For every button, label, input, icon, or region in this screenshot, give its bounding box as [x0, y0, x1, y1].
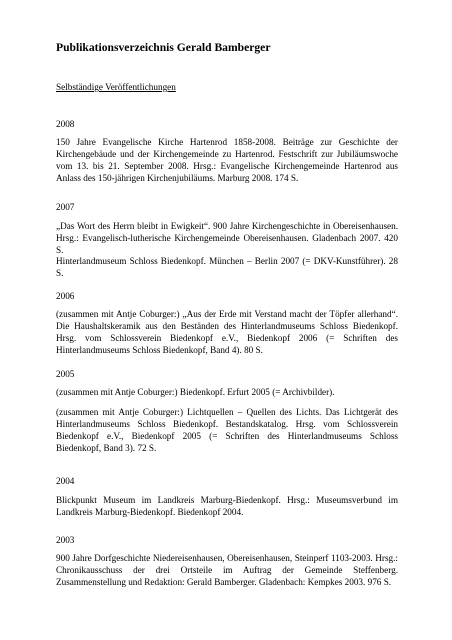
year-heading: 2008 [56, 119, 75, 129]
year-heading: 2004 [56, 476, 75, 486]
publication-entry: (zusammen mit Antje Coburger:) Biedenkopf. Erfurt 2005 (= Archivbilder). [56, 387, 335, 397]
publication-entry: Hinterlandmuseum Schloss Biedenkopf. München – Berlin 2007 (= DKV-Kunstführer). 28 S. [56, 256, 398, 278]
publication-entry: Blickpunkt Museum im Landkreis Marburg-Biedenkopf. Hrsg.: Museumsverbund im Landkreis Marburg-Biedenkopf. Biedenkopf 2004. [56, 495, 398, 517]
publication-entry: (zusammen mit Antje Coburger:) Lichtquellen – Quellen des Lichts. Das Lichtgerät des Hinterlandmuseums Schloss Biedenkopf. Bestandskatalog. Hrsg. vom Schlossverein Biedenkopf e.V., Biedenkopf 2005 (= Schriften des Hinterlandmuseums Schloss Biedenkopf, Band 3). 72 S. [56, 407, 398, 453]
year-heading: 2005 [56, 369, 75, 379]
publication-entry: 150 Jahre Evangelische Kirche Hartenrod 1858-2008. Beiträge zur Geschichte der Kirchengebäude und der Kirchengemeinde zu Hartenrod. Festschrift zur Jubiläumswoche vom 13. bis 21. September 2008. Hrsg.: Evangelische Kirchengemeinde Hartenrod aus Anlass des 150-jährigen Kirchenjubiläums. Marburg 2008. 174 S. [56, 137, 398, 183]
publication-entry: „Das Wort des Herrn bleibt in Ewigkeit“. 900 Jahre Kirchengeschichte in Obereisenhausen. Hrsg.: Evangelisch-lutherische Kirchengemeinde Obereisenhausen. Gladenbach 2007. 420 S. [56, 221, 398, 255]
publication-entry: 900 Jahre Dorfgeschichte Niedereisenhausen, Obereisenhausen, Steinperf 1103-2003. Hrsg.: Chronikausschuss der drei Ortsteile im Auftrag der Gemeinde Steffenberg. Zusammenstellung und Redaktion: Gerald Bamberger. Gladenbach: Kempkes 2003. 976 S. [56, 553, 398, 587]
year-heading: 2007 [56, 202, 75, 212]
publication-entry: (zusammen mit Antje Coburger:) „Aus der Erde mit Verstand macht der Töpfer allerhand“. Die Haushaltskeramik aus den Beständen des Hinterlandmuseums Schloss Biedenkopf. Hrsg. vom Schlossverein Biedenkopf e.V., Biedenkopf 2006 (= Schriften des Hinterlandmuseums Schloss Biedenkopf, Band 4). 80 S. [56, 309, 398, 355]
year-heading: 2003 [56, 535, 75, 545]
year-heading: 2006 [56, 291, 75, 301]
document-title: Publikationsverzeichnis Gerald Bamberger [56, 41, 271, 54]
section-heading: Selbständige Veröffentlichungen [56, 82, 176, 92]
